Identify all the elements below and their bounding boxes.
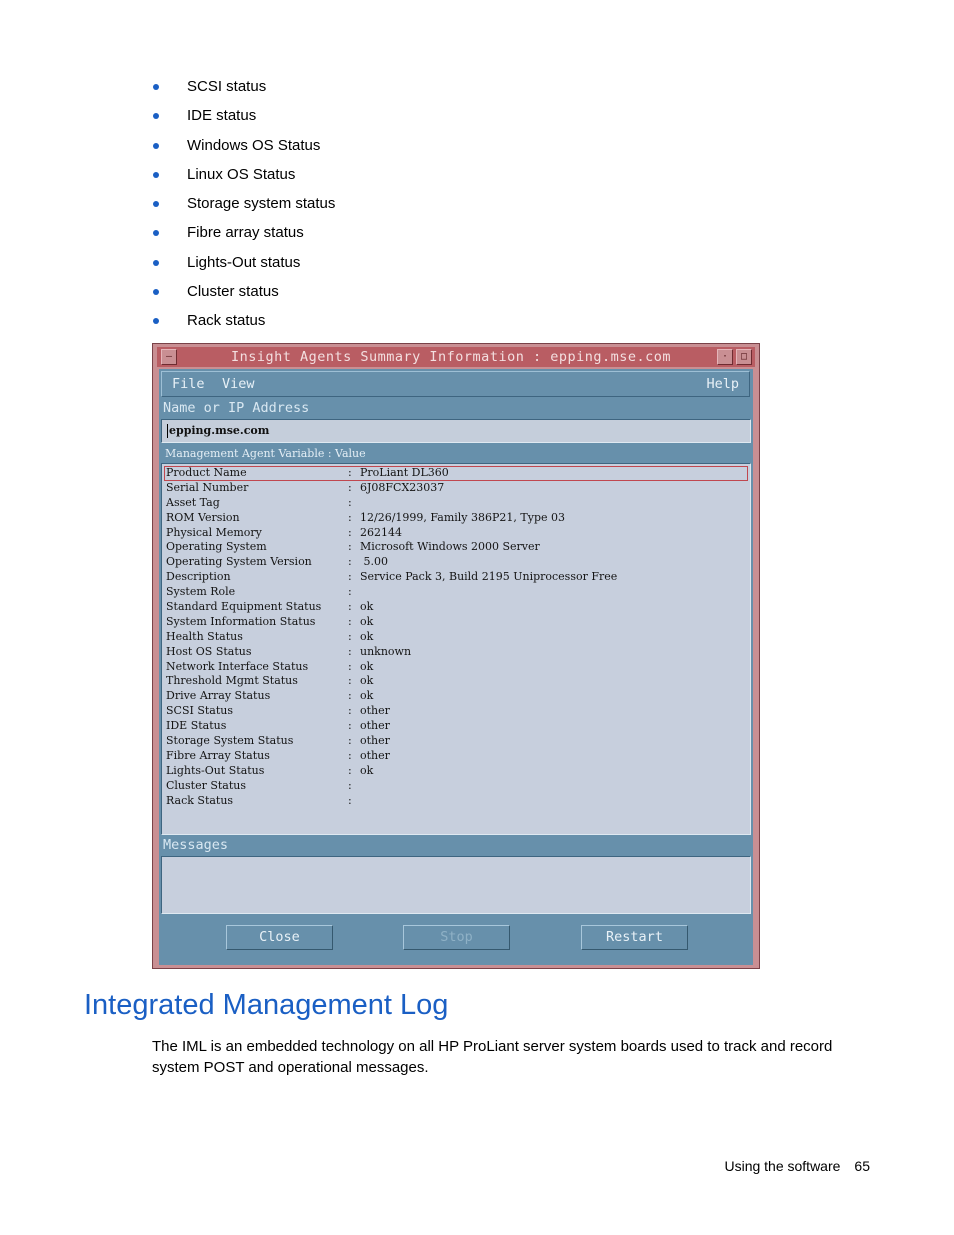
close-button[interactable]: Close [226,925,333,950]
bullet-icon [153,260,159,266]
separator: : [348,629,352,643]
agent-variable-list[interactable] [161,463,751,835]
address-label: Name or IP Address [163,400,310,416]
variable-value: 12/26/1999, Family 386P21, Type 03 [360,510,565,524]
variable-value: other [360,704,390,718]
variable-name: System Information Status [166,614,316,628]
variable-value: unknown [360,644,412,658]
separator: : [348,495,352,509]
separator: : [348,674,352,688]
minimize-icon[interactable]: · [717,349,733,365]
insight-agents-window [152,343,760,969]
variable-name: Fibre Array Status [166,748,270,762]
variable-value: ok [360,659,374,673]
list-item: IDE status [150,105,335,134]
variable-name: SCSI Status [166,704,233,718]
variable-name: Host OS Status [166,644,252,658]
separator: : [348,540,352,554]
variable-name: Lights-Out Status [166,763,265,777]
page-number: 65 [854,1158,870,1174]
variable-value: ok [360,674,374,688]
separator: : [348,555,352,569]
variable-name: Storage System Status [166,734,294,748]
list-item: Windows OS Status [150,135,335,164]
stop-button[interactable]: Stop [403,925,510,950]
variable-name: Serial Number [166,480,249,494]
variable-value: ProLiant DL360 [360,466,449,479]
variable-name: Rack Status [166,793,234,807]
variable-value: other [360,719,390,733]
variable-name: IDE Status [166,719,227,733]
bullet-icon [153,318,159,324]
separator: : [348,763,352,777]
variable-value: 262144 [360,525,402,539]
separator: : [348,734,352,748]
window-menu-icon[interactable]: – [161,349,177,365]
separator: : [348,480,352,494]
list-item: Fibre array status [150,222,335,251]
variable-value: ok [360,600,374,614]
variable-value: 5.00 [360,555,388,569]
menu-view[interactable]: View [222,376,255,392]
variable-value: other [360,734,390,748]
variable-name: Cluster Status [166,778,247,792]
separator: : [348,600,352,614]
variable-value: 6J08FCX23037 [360,480,445,494]
variable-value: ok [360,614,374,628]
variable-value: Service Pack 3, Build 2195 Uniprocessor Free [360,570,618,584]
variable-name: Operating System [166,540,267,554]
selected-row-highlight [164,466,748,481]
page-footer [700,1158,870,1174]
menu-help[interactable]: Help [706,376,739,392]
restart-button[interactable]: Restart [581,925,688,950]
bullet-icon [153,230,159,236]
bullet-icon [153,201,159,207]
list-item: Lights-Out status [150,252,335,281]
list-item: Cluster status [150,281,335,310]
variable-name: Drive Array Status [166,689,271,703]
variable-value: ok [360,629,374,643]
variable-name: System Role [166,585,236,599]
status-bullet-list [150,76,335,340]
separator: : [348,614,352,628]
separator: : [348,748,352,762]
separator: : [348,570,352,584]
variable-name: Standard Equipment Status [166,600,322,614]
variable-name: Product Name [166,466,247,479]
text-caret [167,424,168,438]
variable-value: other [360,748,390,762]
maximize-icon[interactable]: □ [736,349,752,365]
list-item: Storage system status [150,193,335,222]
list-item: Linux OS Status [150,164,335,193]
separator: : [348,793,352,807]
variable-name: Description [166,570,231,584]
bullet-icon [153,113,159,119]
separator: : [348,585,352,599]
separator: : [348,689,352,703]
footer-section-title: Using the software [724,1158,841,1174]
separator: : [348,466,352,479]
variable-name: Physical Memory [166,525,262,539]
bullet-icon [153,289,159,295]
separator: : [348,510,352,524]
column-header: Management Agent Variable : Value [165,447,366,460]
variable-value: ok [360,689,374,703]
window-title: Insight Agents Summary Information : epping.mse.com [230,349,671,365]
variable-name: ROM Version [166,510,240,524]
menu-bar [161,371,750,397]
bullet-icon [153,172,159,178]
messages-label: Messages [163,837,229,853]
list-item: Rack status [150,310,335,339]
separator: : [348,719,352,733]
variable-name: Threshold Mgmt Status [166,674,298,688]
separator: : [348,659,352,673]
bullet-icon [153,84,159,90]
menu-file[interactable]: File [172,376,205,392]
bullet-icon [153,143,159,149]
address-input[interactable] [161,419,751,443]
variable-name: Operating System Version [166,555,312,569]
section-heading: Integrated Management Log [84,989,449,1021]
list-item: SCSI status [150,76,335,105]
variable-value: Microsoft Windows 2000 Server [360,540,540,554]
window-title-bar[interactable] [157,347,755,367]
window-client-area [159,369,753,965]
address-value: epping.mse.com [169,424,270,437]
separator: : [348,778,352,792]
separator: : [348,704,352,718]
variable-name: Network Interface Status [166,659,309,673]
variable-name: Asset Tag [166,495,220,509]
separator: : [348,525,352,539]
variable-value: ok [360,763,374,777]
separator: : [348,644,352,658]
body-paragraph: The IML is an embedded technology on all HP ProLiant server system boards used to track and record system POST and operational messages. [152,1038,833,1076]
variable-name: Health Status [166,629,243,643]
messages-box[interactable] [161,856,751,914]
